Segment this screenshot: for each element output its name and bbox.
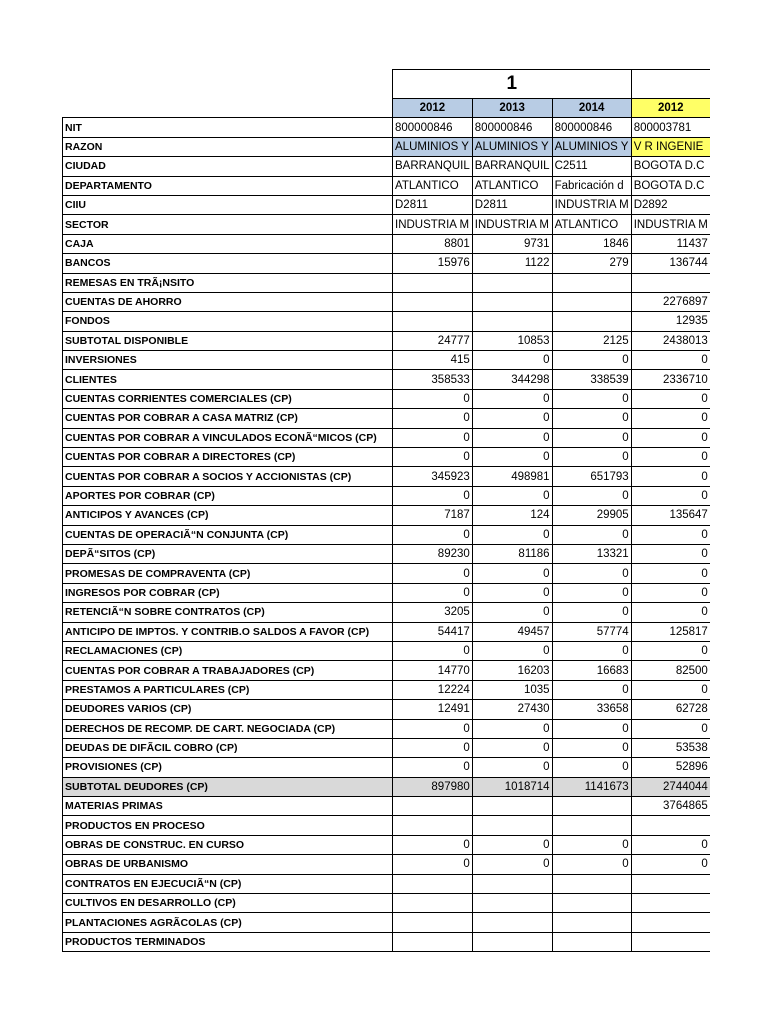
value-cell[interactable]: BOGOTA D.C <box>631 176 710 195</box>
row-label-cell[interactable]: CUENTAS DE OPERACIÃ“N CONJUNTA (CP) <box>63 525 393 544</box>
row-label-cell[interactable]: PRODUCTOS TERMINADOS <box>63 932 393 951</box>
table-row <box>63 370 710 389</box>
value-cell[interactable]: 0 <box>552 428 631 447</box>
value-cell[interactable]: 3205 <box>393 603 473 622</box>
value-cell[interactable]: 136744 <box>631 254 710 273</box>
value-cell[interactable]: 0 <box>631 389 710 408</box>
value-cell[interactable]: 0 <box>472 564 552 583</box>
row-label-cell[interactable]: INVERSIONES <box>63 351 393 370</box>
value-cell[interactable]: 15976 <box>393 254 473 273</box>
row-label-cell[interactable]: RECLAMACIONES (CP) <box>63 641 393 660</box>
row-label-cell[interactable]: NIT <box>63 118 393 137</box>
row-label-cell[interactable]: CLIENTES <box>63 370 393 389</box>
table-row <box>63 777 710 796</box>
value-cell[interactable]: 0 <box>393 389 473 408</box>
table-row <box>63 758 710 777</box>
value-cell[interactable]: 0 <box>631 448 710 467</box>
value-cell[interactable]: 0 <box>552 564 631 583</box>
value-cell[interactable]: BARRANQUIL <box>472 157 552 176</box>
table-row <box>63 719 710 738</box>
value-cell[interactable]: D2811 <box>472 195 552 214</box>
row-label-cell[interactable]: REMESAS EN TRÃ¡NSITO <box>63 273 393 292</box>
table-row <box>63 176 710 195</box>
value-cell[interactable] <box>552 273 631 292</box>
row-label-cell[interactable]: PLANTACIONES AGRÃCOLAS (CP) <box>63 913 393 932</box>
year-header-row <box>63 99 710 118</box>
financial-spreadsheet <box>62 69 710 952</box>
row-label-cell[interactable]: DEPÃ“SITOS (CP) <box>63 544 393 563</box>
table-row <box>63 700 710 719</box>
value-cell[interactable]: 9731 <box>472 234 552 253</box>
year-header-cell[interactable]: 2012 <box>393 99 473 118</box>
group-label-cell[interactable]: 1 <box>393 70 632 99</box>
value-cell[interactable] <box>393 273 473 292</box>
table-row <box>63 564 710 583</box>
table-row <box>63 738 710 757</box>
value-cell[interactable]: ATLANTICO <box>552 215 631 234</box>
table-row <box>63 486 710 505</box>
value-cell[interactable]: 0 <box>393 486 473 505</box>
value-cell[interactable] <box>631 273 710 292</box>
value-cell[interactable]: ALUMINIOS Y <box>393 137 473 156</box>
value-cell[interactable] <box>472 816 552 835</box>
value-cell[interactable]: 125817 <box>631 622 710 641</box>
table-row <box>63 603 710 622</box>
value-cell[interactable] <box>393 932 473 951</box>
value-cell[interactable]: 0 <box>552 409 631 428</box>
value-cell[interactable]: 8801 <box>393 234 473 253</box>
value-cell[interactable]: 0 <box>393 641 473 660</box>
value-cell[interactable]: INDUSTRIA M <box>393 215 473 234</box>
row-label-cell[interactable]: CULTIVOS EN DESARROLLO (CP) <box>63 894 393 913</box>
value-cell[interactable]: 498981 <box>472 467 552 486</box>
table-row <box>63 273 710 292</box>
value-cell[interactable]: 0 <box>631 525 710 544</box>
value-cell[interactable] <box>472 273 552 292</box>
table-row <box>63 389 710 408</box>
value-cell[interactable]: D2892 <box>631 195 710 214</box>
table-row <box>63 622 710 641</box>
value-cell[interactable]: 2438013 <box>631 331 710 350</box>
value-cell[interactable] <box>552 913 631 932</box>
value-cell[interactable]: 3764865 <box>631 797 710 816</box>
value-cell[interactable] <box>552 797 631 816</box>
value-cell[interactable] <box>552 312 631 331</box>
value-cell[interactable]: ALUMINIOS Y <box>472 137 552 156</box>
value-cell[interactable] <box>472 874 552 893</box>
value-cell[interactable] <box>393 894 473 913</box>
value-cell[interactable]: 7187 <box>393 506 473 525</box>
value-cell[interactable]: 124 <box>472 506 552 525</box>
value-cell[interactable]: 0 <box>393 583 473 602</box>
table-row <box>63 234 710 253</box>
value-cell[interactable]: 0 <box>552 738 631 757</box>
value-cell[interactable] <box>472 932 552 951</box>
value-cell[interactable]: 1141673 <box>552 777 631 796</box>
value-cell[interactable]: 0 <box>631 564 710 583</box>
table-row <box>63 157 710 176</box>
table-row <box>63 583 710 602</box>
value-cell[interactable]: 0 <box>393 525 473 544</box>
value-cell[interactable]: 800003781 <box>631 118 710 137</box>
table-row <box>63 195 710 214</box>
value-cell[interactable]: BARRANQUIL <box>393 157 473 176</box>
value-cell[interactable]: 2336710 <box>631 370 710 389</box>
value-cell[interactable] <box>552 816 631 835</box>
row-label-cell[interactable]: CIIU <box>63 195 393 214</box>
value-cell[interactable]: 2125 <box>552 331 631 350</box>
value-cell[interactable]: 0 <box>552 719 631 738</box>
value-cell[interactable]: 0 <box>631 544 710 563</box>
value-cell[interactable]: 0 <box>552 603 631 622</box>
value-cell[interactable]: 0 <box>552 389 631 408</box>
value-cell[interactable]: 0 <box>631 467 710 486</box>
table-row <box>63 874 710 893</box>
value-cell[interactable]: 0 <box>472 409 552 428</box>
table-row <box>63 428 710 447</box>
table-row <box>63 118 710 137</box>
value-cell[interactable]: ALUMINIOS Y <box>552 137 631 156</box>
table-row <box>63 641 710 660</box>
value-cell[interactable]: BOGOTA D.C <box>631 157 710 176</box>
year-header-cell[interactable]: 2014 <box>552 99 631 118</box>
row-label-cell[interactable]: ANTICIPO DE IMPTOS. Y CONTRIB.O SALDOS A FAVOR (CP) <box>63 622 393 641</box>
table-row <box>63 932 710 951</box>
table-row <box>63 312 710 331</box>
row-label-cell[interactable]: SUBTOTAL DEUDORES (CP) <box>63 777 393 796</box>
year-header-cell[interactable]: 2013 <box>472 99 552 118</box>
value-cell[interactable]: 24777 <box>393 331 473 350</box>
row-label-cell[interactable]: CIUDAD <box>63 157 393 176</box>
value-cell[interactable]: 0 <box>472 448 552 467</box>
table-row <box>63 661 710 680</box>
value-cell[interactable] <box>393 874 473 893</box>
value-cell[interactable]: 0 <box>393 738 473 757</box>
value-cell[interactable]: 0 <box>631 641 710 660</box>
row-label-cell[interactable]: SECTOR <box>63 215 393 234</box>
value-cell[interactable]: 49457 <box>472 622 552 641</box>
value-cell[interactable]: 0 <box>552 448 631 467</box>
row-label-cell[interactable]: APORTES POR COBRAR (CP) <box>63 486 393 505</box>
value-cell[interactable]: 135647 <box>631 506 710 525</box>
value-cell[interactable]: 12935 <box>631 312 710 331</box>
value-cell[interactable]: 0 <box>631 351 710 370</box>
group-header-row <box>63 70 710 99</box>
value-cell[interactable]: 0 <box>552 855 631 874</box>
value-cell[interactable]: 12491 <box>393 700 473 719</box>
table-row <box>63 894 710 913</box>
value-cell[interactable]: 338539 <box>552 370 631 389</box>
row-label-cell[interactable]: RETENCIÃ“N SOBRE CONTRATOS (CP) <box>63 603 393 622</box>
empty-year-label-cell <box>63 99 393 118</box>
value-cell[interactable]: 33658 <box>552 700 631 719</box>
value-cell[interactable]: 651793 <box>552 467 631 486</box>
value-cell[interactable] <box>393 292 473 311</box>
row-label-cell[interactable]: PRODUCTOS EN PROCESO <box>63 816 393 835</box>
value-cell[interactable]: 0 <box>631 428 710 447</box>
value-cell[interactable]: 0 <box>552 351 631 370</box>
value-cell[interactable] <box>472 312 552 331</box>
value-cell[interactable]: 62728 <box>631 700 710 719</box>
table-row <box>63 215 710 234</box>
table-row <box>63 137 710 156</box>
table-row <box>63 506 710 525</box>
value-cell[interactable]: INDUSTRIA M <box>631 215 710 234</box>
value-cell[interactable]: D2811 <box>393 195 473 214</box>
value-cell[interactable]: 0 <box>393 719 473 738</box>
value-cell[interactable]: 0 <box>393 448 473 467</box>
row-label-cell[interactable]: CAJA <box>63 234 393 253</box>
value-cell[interactable]: 53538 <box>631 738 710 757</box>
value-cell[interactable]: 0 <box>472 351 552 370</box>
table-row <box>63 351 710 370</box>
value-cell[interactable]: 800000846 <box>393 118 473 137</box>
value-cell[interactable]: 0 <box>631 603 710 622</box>
value-cell[interactable]: 0 <box>631 486 710 505</box>
row-label-cell[interactable]: CUENTAS DE AHORRO <box>63 292 393 311</box>
value-cell[interactable]: 279 <box>552 254 631 273</box>
value-cell[interactable]: 0 <box>393 855 473 874</box>
row-label-cell[interactable]: PROMESAS DE COMPRAVENTA (CP) <box>63 564 393 583</box>
value-cell[interactable]: 81186 <box>472 544 552 563</box>
row-label-cell[interactable]: CUENTAS POR COBRAR A TRABAJADORES (CP) <box>63 661 393 680</box>
value-cell[interactable]: Fabricación d <box>552 176 631 195</box>
value-cell[interactable]: 12224 <box>393 680 473 699</box>
value-cell[interactable]: 11437 <box>631 234 710 253</box>
value-cell[interactable]: 344298 <box>472 370 552 389</box>
row-label-cell[interactable]: CUENTAS POR COBRAR A DIRECTORES (CP) <box>63 448 393 467</box>
value-cell[interactable]: 1846 <box>552 234 631 253</box>
value-cell[interactable]: 0 <box>552 583 631 602</box>
row-label-cell[interactable]: DEUDORES VARIOS (CP) <box>63 700 393 719</box>
table-row <box>63 409 710 428</box>
table-row <box>63 292 710 311</box>
value-cell[interactable]: 2744044 <box>631 777 710 796</box>
value-cell[interactable]: 16203 <box>472 661 552 680</box>
value-cell[interactable]: 0 <box>393 428 473 447</box>
value-cell[interactable]: 16683 <box>552 661 631 680</box>
value-cell[interactable]: 0 <box>631 680 710 699</box>
value-cell[interactable]: 1035 <box>472 680 552 699</box>
empty-corner-cell <box>63 70 393 99</box>
value-cell[interactable]: 0 <box>393 564 473 583</box>
value-cell[interactable]: 29905 <box>552 506 631 525</box>
value-cell[interactable]: 0 <box>472 583 552 602</box>
row-label-cell[interactable]: RAZON <box>63 137 393 156</box>
value-cell[interactable]: 27430 <box>472 700 552 719</box>
row-label-cell[interactable]: ANTICIPOS Y AVANCES (CP) <box>63 506 393 525</box>
row-label-cell[interactable]: PROVISIONES (CP) <box>63 758 393 777</box>
value-cell[interactable]: 89230 <box>393 544 473 563</box>
year-header-cell[interactable]: 2012 <box>631 99 710 118</box>
value-cell[interactable] <box>472 292 552 311</box>
table-row <box>63 448 710 467</box>
value-cell[interactable]: 1122 <box>472 254 552 273</box>
value-cell[interactable]: 345923 <box>393 467 473 486</box>
value-cell[interactable]: V R INGENIE <box>631 137 710 156</box>
value-cell[interactable] <box>393 797 473 816</box>
row-label-cell[interactable]: DEPARTAMENTO <box>63 176 393 195</box>
value-cell[interactable]: 0 <box>472 486 552 505</box>
value-cell[interactable] <box>631 913 710 932</box>
value-cell[interactable] <box>631 816 710 835</box>
row-label-cell[interactable]: CUENTAS POR COBRAR A VINCULADOS ECONÃ“MICOS (CP) <box>63 428 393 447</box>
value-cell[interactable]: C2511 <box>552 157 631 176</box>
table-row <box>63 835 710 854</box>
table-row <box>63 331 710 350</box>
value-cell[interactable]: 415 <box>393 351 473 370</box>
value-cell[interactable] <box>472 797 552 816</box>
value-cell[interactable]: 0 <box>472 719 552 738</box>
value-cell[interactable] <box>472 894 552 913</box>
value-cell[interactable]: INDUSTRIA M <box>472 215 552 234</box>
row-label-cell[interactable]: CUENTAS POR COBRAR A CASA MATRIZ (CP) <box>63 409 393 428</box>
row-label-cell[interactable]: FONDOS <box>63 312 393 331</box>
row-label-cell[interactable]: CUENTAS POR COBRAR A SOCIOS Y ACCIONISTAS (CP) <box>63 467 393 486</box>
value-cell[interactable] <box>393 816 473 835</box>
value-cell[interactable]: 10853 <box>472 331 552 350</box>
row-label-cell[interactable]: SUBTOTAL DISPONIBLE <box>63 331 393 350</box>
row-label-cell[interactable]: CONTRATOS EN EJECUCIÃ“N (CP) <box>63 874 393 893</box>
value-cell[interactable]: 800000846 <box>552 118 631 137</box>
value-cell[interactable]: 358533 <box>393 370 473 389</box>
value-cell[interactable]: 57774 <box>552 622 631 641</box>
value-cell[interactable] <box>393 312 473 331</box>
value-cell[interactable] <box>631 932 710 951</box>
value-cell[interactable]: 0 <box>472 835 552 854</box>
row-label-cell[interactable]: BANCOS <box>63 254 393 273</box>
value-cell[interactable] <box>631 894 710 913</box>
group-next-cell[interactable] <box>631 70 710 99</box>
table-row <box>63 680 710 699</box>
value-cell[interactable] <box>552 292 631 311</box>
row-label-cell[interactable]: PRESTAMOS A PARTICULARES (CP) <box>63 680 393 699</box>
value-cell[interactable]: 82500 <box>631 661 710 680</box>
row-label-cell[interactable]: DEUDAS DE DIFÃCIL COBRO (CP) <box>63 738 393 757</box>
value-cell[interactable]: 0 <box>472 758 552 777</box>
value-cell[interactable] <box>393 913 473 932</box>
value-cell[interactable]: 0 <box>631 719 710 738</box>
value-cell[interactable]: 0 <box>472 603 552 622</box>
value-cell[interactable]: 52896 <box>631 758 710 777</box>
value-cell[interactable]: 0 <box>552 486 631 505</box>
table-row <box>63 913 710 932</box>
value-cell[interactable]: 2276897 <box>631 292 710 311</box>
value-cell[interactable]: 14770 <box>393 661 473 680</box>
value-cell[interactable]: 0 <box>472 738 552 757</box>
value-cell[interactable] <box>631 874 710 893</box>
value-cell[interactable]: 54417 <box>393 622 473 641</box>
value-cell[interactable]: ATLANTICO <box>472 176 552 195</box>
value-cell[interactable] <box>552 894 631 913</box>
value-cell[interactable]: 897980 <box>393 777 473 796</box>
value-cell[interactable] <box>472 913 552 932</box>
table-row <box>63 525 710 544</box>
value-cell[interactable]: 0 <box>552 525 631 544</box>
table-row <box>63 544 710 563</box>
value-cell[interactable]: 0 <box>393 758 473 777</box>
table-row <box>63 797 710 816</box>
table-row <box>63 855 710 874</box>
value-cell[interactable]: 0 <box>472 855 552 874</box>
row-label-cell[interactable]: DERECHOS DE RECOMP. DE CART. NEGOCIADA (CP) <box>63 719 393 738</box>
value-cell[interactable]: INDUSTRIA M <box>552 195 631 214</box>
value-cell[interactable]: 1018714 <box>472 777 552 796</box>
row-label-cell[interactable]: MATERIAS PRIMAS <box>63 797 393 816</box>
row-label-cell[interactable]: CUENTAS CORRIENTES COMERCIALES (CP) <box>63 389 393 408</box>
value-cell[interactable]: 0 <box>472 389 552 408</box>
value-cell[interactable]: 0 <box>631 855 710 874</box>
row-label-cell[interactable]: OBRAS DE CONSTRUC. EN CURSO <box>63 835 393 854</box>
value-cell[interactable]: 0 <box>472 428 552 447</box>
value-cell[interactable]: 13321 <box>552 544 631 563</box>
value-cell[interactable]: 0 <box>393 409 473 428</box>
value-cell[interactable]: ATLANTICO <box>393 176 473 195</box>
value-cell[interactable] <box>552 874 631 893</box>
value-cell[interactable]: 0 <box>393 835 473 854</box>
row-label-cell[interactable]: INGRESOS POR COBRAR (CP) <box>63 583 393 602</box>
value-cell[interactable]: 0 <box>552 758 631 777</box>
value-cell[interactable]: 0 <box>552 680 631 699</box>
value-cell[interactable] <box>552 932 631 951</box>
table-row <box>63 254 710 273</box>
value-cell[interactable]: 0 <box>631 583 710 602</box>
value-cell[interactable]: 0 <box>631 409 710 428</box>
row-label-cell[interactable]: OBRAS DE URBANISMO <box>63 855 393 874</box>
value-cell[interactable]: 0 <box>552 641 631 660</box>
value-cell[interactable]: 0 <box>552 835 631 854</box>
value-cell[interactable]: 0 <box>631 835 710 854</box>
value-cell[interactable]: 0 <box>472 525 552 544</box>
table-row <box>63 467 710 486</box>
value-cell[interactable]: 800000846 <box>472 118 552 137</box>
table-row <box>63 816 710 835</box>
value-cell[interactable]: 0 <box>472 641 552 660</box>
